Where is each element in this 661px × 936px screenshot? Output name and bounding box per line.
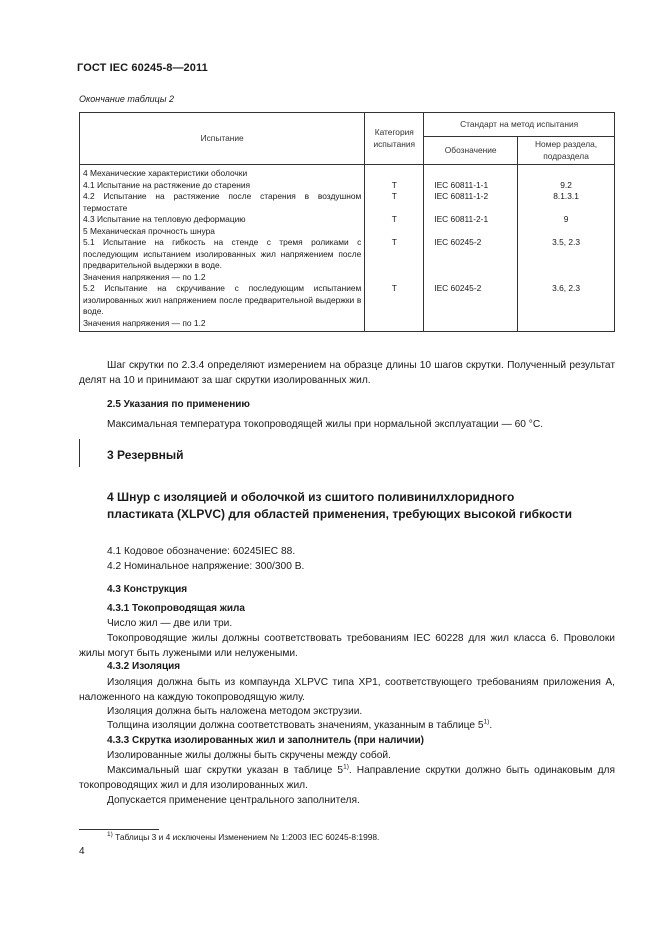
section-4-2: 4.2 Номинальное напряжение: 300/300 В. bbox=[107, 561, 305, 572]
footnote-ref: 1) bbox=[483, 718, 490, 726]
col-header-standard: Стандарт на метод испытания bbox=[424, 113, 615, 137]
designation-cell bbox=[424, 272, 518, 284]
section-4-3-2-p1: Изоляция должна быть из компаунда XLPVC типа ХР1, соответствующего требованиям приложения А, наложенного на каждую токопроводящую жилу. bbox=[79, 677, 615, 703]
col-header-test: Испытание bbox=[80, 113, 365, 165]
paragraph-twist-pitch: Шаг скрутки по 2.3.4 определяют измерением на образце длины 10 шагов скрутки. Полученный результат делят на 10 и принимают за шаг скрутки изолированных жил. bbox=[79, 360, 615, 386]
footnote-ref: 1) bbox=[343, 763, 349, 771]
category-cell: Т bbox=[365, 214, 424, 226]
section-cell bbox=[518, 165, 615, 180]
category-cell: Т bbox=[365, 283, 424, 318]
section-4-3-2-p2: Изоляция должна быть наложена методом экструзии. bbox=[107, 706, 363, 717]
document-header: ГОСТ IEC 60245-8—2011 bbox=[77, 62, 208, 74]
section-4-3-3-p1: Изолированные жилы должны быть скручены между собой. bbox=[107, 750, 391, 761]
test-cell: 4 Механические характеристики оболочки bbox=[80, 165, 365, 180]
table-2 bbox=[79, 112, 615, 332]
category-cell bbox=[365, 226, 424, 238]
section-4-3-3-p2-cont: . Направление скрутки должно быть одинаковым для токопроводящих жил и для изолированных жил. bbox=[79, 765, 615, 791]
section-4-3-2-p3-text: Толщина изоляции должна соответствовать значениям, указанным в таблице 5 bbox=[107, 720, 484, 731]
test-cell: 5.1 Испытание на гибкость на стенде с тремя роликами с последующим испытанием изолированных жил напряжением после предварительной выдержки в воде. bbox=[80, 237, 365, 272]
table-row bbox=[80, 180, 615, 192]
test-cell: 5.2 Испытание на скручивание с последующим испытанием изолированных жил напряжением после предварительной выдержки в воде. bbox=[80, 283, 365, 318]
category-cell: Т bbox=[365, 237, 424, 272]
category-cell bbox=[365, 272, 424, 284]
section-cell: 8.1.3.1 bbox=[518, 191, 615, 214]
table-row bbox=[80, 214, 615, 226]
test-cell: 5 Механическая прочность шнура bbox=[80, 226, 365, 238]
section-3-title: 3 Резервный bbox=[107, 448, 184, 462]
section-cell: 3.6, 2.3 bbox=[518, 283, 615, 318]
section-4-3-2-title: 4.3.2 Изоляция bbox=[107, 661, 181, 672]
section-4-3-3-p3: Допускается применение центрального заполнителя. bbox=[107, 795, 360, 806]
designation-cell: IEC 60811-1-1 bbox=[424, 180, 518, 192]
section-cell bbox=[518, 226, 615, 238]
section-4-3-3-p2 bbox=[79, 763, 615, 793]
test-cell: 4.1 Испытание на растяжение до старения bbox=[80, 180, 365, 192]
section-cell: 3.5, 2.3 bbox=[518, 237, 615, 272]
footnote-divider bbox=[79, 829, 159, 830]
designation-cell bbox=[424, 226, 518, 238]
section-cell: 9.2 bbox=[518, 180, 615, 192]
section-4-3-2-p3: Толщина изоляции должна соответствовать значениям, указанным в таблице 5$^{1)}$. bbox=[107, 718, 493, 731]
section-cell bbox=[518, 318, 615, 332]
page-number: 4 bbox=[79, 846, 85, 857]
table-row bbox=[80, 237, 615, 272]
col-header-section: Номер раздела, подраздела bbox=[518, 137, 615, 165]
footnote-text: Таблицы 3 и 4 исключены Изменением № 1:2003 IEC 60245-8:1998. bbox=[115, 832, 380, 842]
test-cell: Значения напряжения — по 1.2 bbox=[80, 272, 365, 284]
designation-cell: IEC 60811-1-2 bbox=[424, 191, 518, 214]
category-cell bbox=[365, 318, 424, 332]
category-cell bbox=[365, 165, 424, 180]
designation-cell bbox=[424, 165, 518, 180]
section-4-3-1-p1: Число жил — две или три. bbox=[107, 618, 233, 629]
designation-cell bbox=[424, 318, 518, 332]
test-cell: Значения напряжения — по 1.2 bbox=[80, 318, 365, 332]
section-4-3-1-p2: Токопроводящие жилы должны соответствовать требованиям IEC 60228 для жил класса 6. Проволоки жилы могут быть лужеными или нелужеными. bbox=[79, 633, 615, 659]
table-row bbox=[80, 226, 615, 238]
table-row bbox=[80, 191, 615, 214]
section-2-5-text: Максимальная температура токопроводящей жилы при нормальной эксплуатации — 60 °С. bbox=[107, 419, 544, 430]
table-caption: Окончание таблицы 2 bbox=[79, 94, 174, 104]
table-row bbox=[80, 165, 615, 180]
section-cell bbox=[518, 272, 615, 284]
footnote bbox=[107, 832, 379, 842]
section-4-3-1-title: 4.3.1 Токопроводящая жила bbox=[107, 603, 245, 614]
section-4-3-title: 4.3 Конструкция bbox=[107, 584, 188, 595]
table-row bbox=[80, 318, 615, 332]
footnote-mark: 1) bbox=[107, 831, 113, 839]
section-4-title: 4 Шнур с изоляцией и оболочкой из сшитого поливинилхлоридного пластиката (XLPVC) для областей применения, требующих высокой гибкости bbox=[107, 490, 573, 521]
table-body bbox=[80, 165, 615, 332]
section-2-5-title: 2.5 Указания по применению bbox=[107, 399, 250, 410]
col-header-category: Категория испытания bbox=[365, 113, 424, 165]
designation-cell: IEC 60245-2 bbox=[424, 237, 518, 272]
table-row bbox=[80, 283, 615, 318]
designation-cell: IEC 60245-2 bbox=[424, 283, 518, 318]
section-4-3-3-title: 4.3.3 Скрутка изолированных жил и заполнитель (при наличии) bbox=[107, 735, 424, 746]
section-4-3-3-p2-text: Максимальный шаг скрутки указан в таблице 5 bbox=[107, 765, 344, 776]
designation-cell: IEC 60811-2-1 bbox=[424, 214, 518, 226]
test-cell: 4.3 Испытание на тепловую деформацию bbox=[80, 214, 365, 226]
col-header-designation: Обозначение bbox=[424, 137, 518, 165]
change-bar bbox=[79, 439, 80, 467]
test-cell: 4.2 Испытание на растяжение после старения в воздушном термостате bbox=[80, 191, 365, 214]
section-cell: 9 bbox=[518, 214, 615, 226]
category-cell: Т bbox=[365, 191, 424, 214]
table-row bbox=[80, 272, 615, 284]
section-4-1: 4.1 Кодовое обозначение: 60245IEC 88. bbox=[107, 546, 296, 557]
category-cell: Т bbox=[365, 180, 424, 192]
